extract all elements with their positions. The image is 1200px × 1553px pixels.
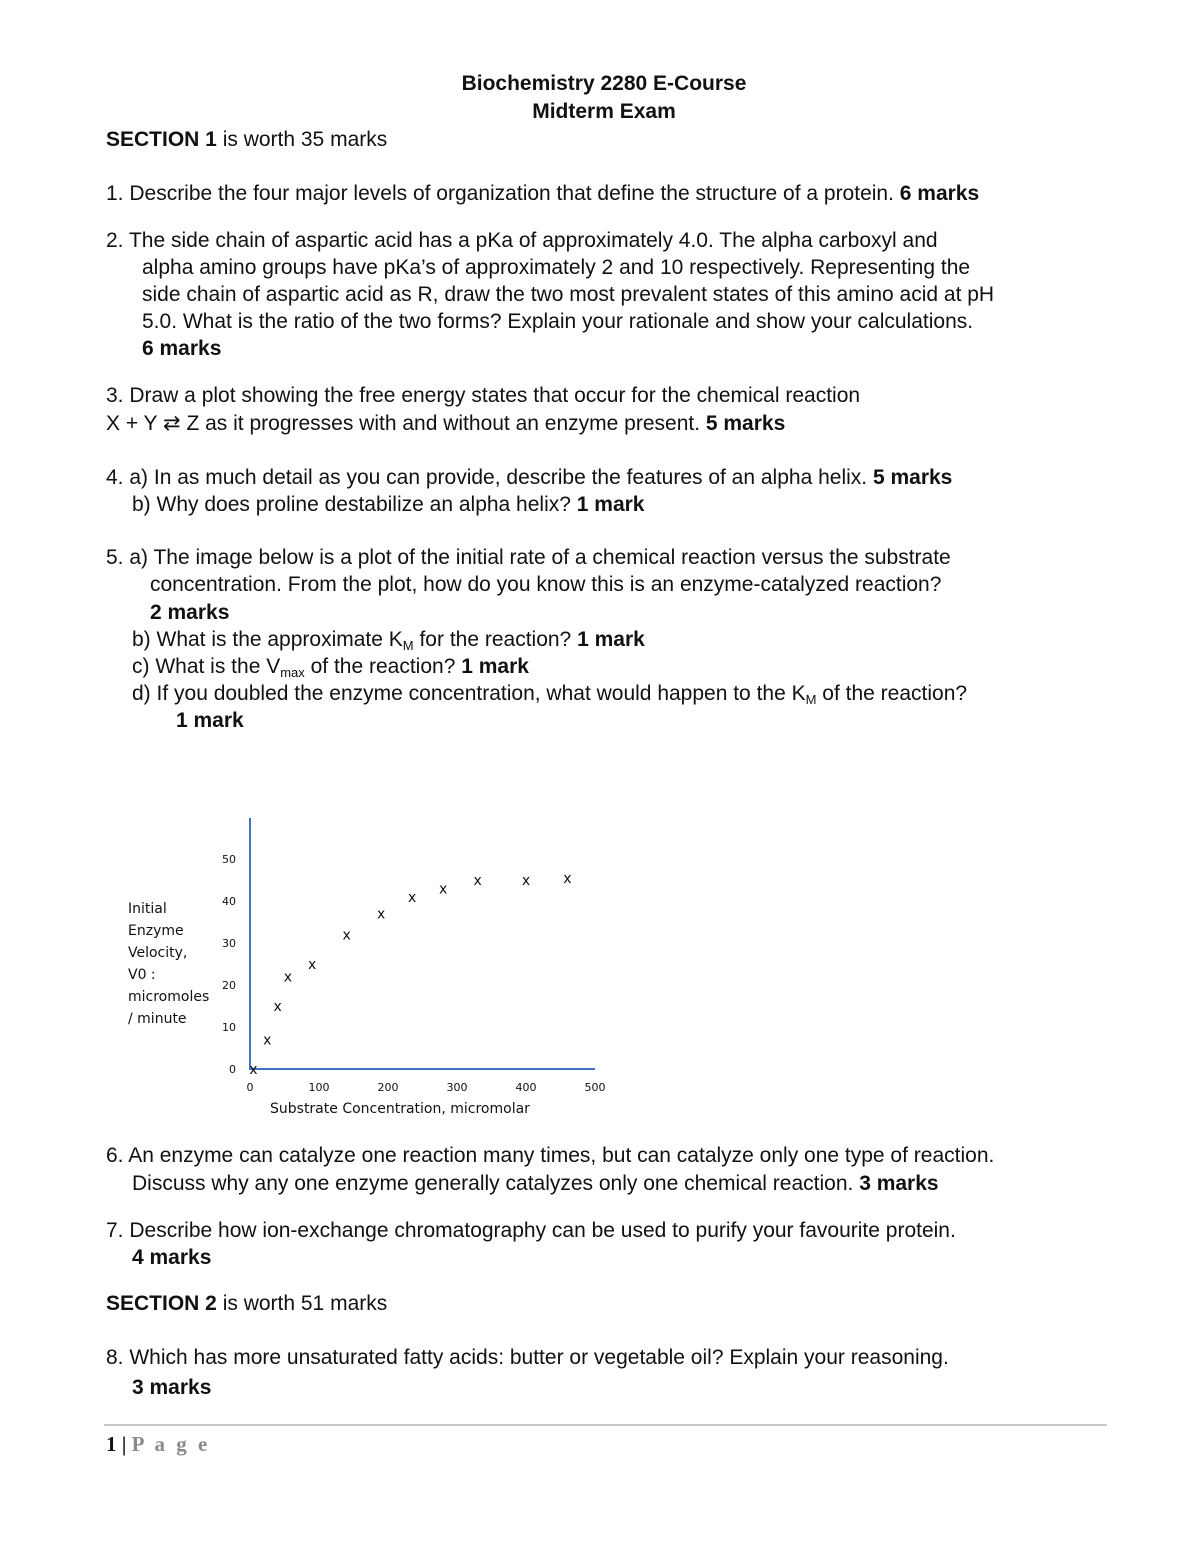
question-8-line-1: 8. Which has more unsaturated fatty acids: butter or vegetable oil? Explain your reasoning.	[106, 1346, 949, 1369]
x-tick-label-1: 100	[308, 1081, 330, 1094]
section2-heading	[106, 1291, 387, 1317]
data-point-2: x	[273, 999, 282, 1015]
question-7-line-1: 7. Describe how ion-exchange chromatography can be used to purify your favourite protein.	[106, 1219, 956, 1242]
question-5b	[132, 627, 645, 653]
question-text: X + Y ⇄ Z as it progresses with and without an enzyme present.	[106, 412, 706, 435]
y-axis-label-line-1: Enzyme	[128, 923, 184, 939]
question-text: b) What is the approximate K	[132, 628, 403, 651]
x-axis-label: Substrate Concentration, micromolar	[270, 1101, 530, 1117]
y-axis-label-line-3: V0 :	[128, 967, 156, 983]
question-text: b) Why does proline destabilize an alpha helix?	[132, 493, 577, 516]
question-text: for the reaction?	[413, 628, 578, 651]
y-axis-label-line-5: / minute	[128, 1011, 187, 1027]
footer-divider	[104, 1424, 1107, 1426]
data-point-1: x	[263, 1032, 272, 1049]
y-axis-label-line-4: micromoles	[128, 989, 210, 1005]
footer-separator: |	[116, 1432, 132, 1456]
question-5a-marks: 2 marks	[150, 601, 230, 624]
page-footer	[106, 1432, 210, 1457]
x-tick-label-3: 300	[446, 1081, 468, 1094]
marks: 1 mark	[577, 628, 645, 651]
question-2-line-3: side chain of aspartic acid as R, draw the two most prevalent states of this amino acid at pH	[142, 283, 995, 306]
marks: 1 mark	[461, 655, 529, 678]
question-2-line-4: 5.0. What is the ratio of the two forms? Explain your rationale and show your calculations.	[142, 310, 974, 333]
exam-title: Midterm Exam	[532, 100, 676, 123]
question-text: Discuss why any one enzyme generally catalyzes only one chemical reaction.	[132, 1172, 860, 1195]
section1-label: SECTION 1	[106, 128, 217, 151]
section1-heading	[106, 127, 387, 153]
question-text: d) If you doubled the enzyme concentration, what would happen to the K	[132, 682, 806, 705]
data-point-7: x	[408, 889, 417, 906]
y-tick-label-0: 0	[229, 1063, 236, 1076]
data-point-3: x	[283, 969, 293, 986]
question-3-line-1: 3. Draw a plot showing the free energy states that occur for the chemical reaction	[106, 384, 861, 407]
question-5d-marks: 1 mark	[176, 709, 244, 732]
y-axis-label-line-0: Initial	[128, 901, 167, 917]
marks: 6 marks	[899, 182, 980, 205]
data-point-8: x	[439, 881, 448, 898]
question-text: 1. Describe the four major levels of organization that define the structure of a protein.	[106, 182, 900, 205]
question-2-line-1: 2. The side chain of aspartic acid has a pKa of approximately 4.0. The alpha carboxyl and	[106, 229, 938, 252]
marks: 5 marks	[872, 466, 953, 489]
data-point-5: x	[342, 927, 351, 944]
y-tick-label-4: 40	[222, 895, 236, 908]
question-6-line-2	[132, 1171, 939, 1197]
y-tick-label-5: 50	[222, 853, 236, 866]
enzyme-velocity-chart	[118, 810, 608, 1120]
question-text: of the reaction?	[304, 655, 462, 678]
course-title: Biochemistry 2280 E-Course	[461, 72, 747, 95]
question-8-marks: 3 marks	[132, 1376, 212, 1399]
data-point-9: x	[473, 873, 482, 889]
y-tick-label-1: 10	[222, 1021, 236, 1034]
data-point-0: x	[249, 1062, 258, 1078]
page-label: P a g e	[131, 1432, 211, 1456]
question-5a-line-1: 5. a) The image below is a plot of the initial rate of a chemical reaction versus the substrate	[106, 546, 951, 569]
question-2-marks: 6 marks	[142, 337, 222, 360]
section2-label: SECTION 2	[106, 1292, 217, 1315]
subscript: max	[280, 665, 305, 680]
x-tick-label-4: 400	[515, 1081, 537, 1094]
question-text: c) What is the V	[132, 655, 281, 678]
question-2-line-2: alpha amino groups have pKa’s of approximately 2 and 10 respectively. Representing the	[142, 256, 971, 279]
question-text: of the reaction?	[816, 682, 968, 705]
question-4b	[132, 492, 644, 518]
x-tick-label-2: 200	[377, 1081, 399, 1094]
section2-worth: is worth 51 marks	[216, 1292, 388, 1315]
y-tick-label-3: 30	[222, 937, 236, 950]
data-point-4: x	[307, 957, 317, 973]
question-4a	[106, 465, 952, 491]
y-tick-label-2: 20	[222, 979, 236, 992]
subscript: M	[402, 638, 414, 653]
data-point-6: x	[376, 906, 386, 923]
marks: 5 marks	[705, 412, 786, 435]
page-number: 1	[106, 1432, 117, 1456]
question-6-line-1: 6. An enzyme can catalyze one reaction many times, but can catalyze only one type of reaction.	[106, 1144, 995, 1167]
question-5d	[132, 681, 967, 707]
data-point-11: x	[563, 870, 572, 887]
question-5a-line-2: concentration. From the plot, how do you know this is an enzyme-catalyzed reaction?	[150, 573, 942, 596]
y-axis-label-line-2: Velocity,	[128, 945, 188, 961]
marks: 3 marks	[859, 1172, 939, 1195]
data-point-10: x	[521, 873, 531, 889]
question-5c	[132, 654, 529, 680]
question-text: 4. a) In as much detail as you can provide, describe the features of an alpha helix.	[106, 466, 873, 489]
question-7-marks: 4 marks	[132, 1246, 212, 1269]
subscript: M	[805, 692, 817, 707]
x-tick-label-5: 500	[584, 1081, 606, 1094]
marks: 1 mark	[576, 493, 645, 516]
question-1	[106, 181, 979, 207]
section1-worth: is worth 35 marks	[216, 128, 388, 151]
question-3-line-2	[106, 411, 785, 437]
x-tick-label-0: 0	[246, 1081, 254, 1094]
